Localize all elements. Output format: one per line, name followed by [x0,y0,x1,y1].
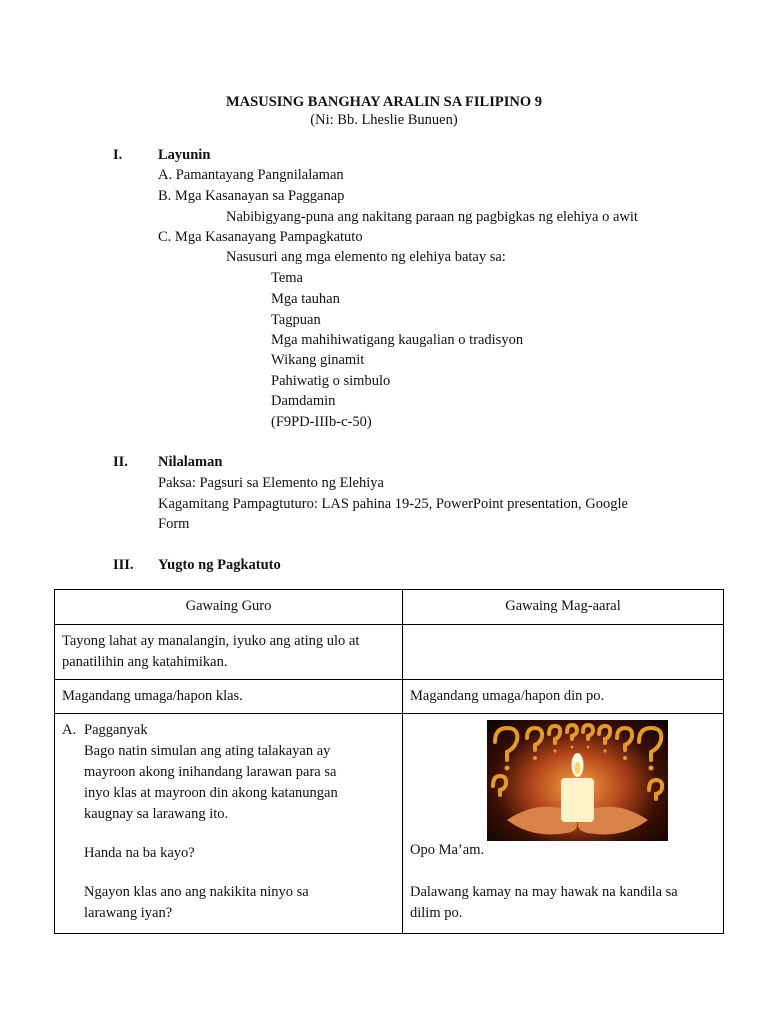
pagganyak-question-1: Handa na ba kayo? [84,845,195,861]
element-item: Damdamin [271,393,336,409]
section1-item-a: A. Pamantayang Pangnilalaman [158,167,344,183]
cell-prayer-line1: Tayong lahat ay manalangin, iyuko ang ating ulo at [62,633,360,649]
section1-item-c-text: Nasusuri ang mga elemento ng elehiya batay sa: [226,249,506,265]
pagganyak-question-2: Ngayon klas ano ang nakikita ninyo sa [84,884,309,900]
section2-paksa: Paksa: Pagsuri sa Elemento ng Elehiya [158,475,384,491]
section1-heading: Layunin [158,147,211,163]
lesson-table [54,589,724,934]
section2-heading: Nilalaman [158,454,223,470]
section2-numeral: II. [113,454,128,470]
section1-item-b-text: Nabibigyang-puna ang nakitang paraan ng pagbigkas ng elehiya o awit [226,209,638,225]
cell-greeting-response: Magandang umaga/hapon din po. [403,680,724,714]
competency-code: (F9PD-IIIb-c-50) [271,414,372,430]
pagganyak-line: mayroon akong inihandang larawan para sa [84,764,337,780]
section1-item-b: B. Mga Kasanayan sa Pagganap [158,188,345,204]
element-item: Tagpuan [271,312,321,328]
element-item: Wikang ginamit [271,352,365,368]
element-item: Pahiwatig o simbulo [271,373,391,389]
element-item: Tema [271,270,303,286]
cell-empty [403,625,724,680]
element-item: Mga tauhan [271,291,340,307]
section2-kagamitan: Kagamitang Pampagtuturo: LAS pahina 19-25, PowerPoint presentation, Google [158,496,628,512]
pagganyak-question-2-cont: larawang iyan? [84,905,173,921]
cell-greeting: Magandang umaga/hapon klas. [55,680,403,714]
cell-prayer [55,625,403,680]
document-author: (Ni: Bb. Lheslie Bunuen) [310,112,458,128]
cell-pagganyak-response [403,714,724,934]
cell-prayer-line2: panatilihin ang katahimikan. [62,654,228,670]
pagganyak-line: Bago natin simulan ang ating talakayan ay [84,743,331,759]
section3-heading: Yugto ng Pagkatuto [158,557,281,573]
element-item: Mga mahihiwatigang kaugalian o tradisyon [271,332,524,348]
section1-numeral: I. [113,147,123,163]
candle-hands-image [487,720,668,841]
pagganyak-heading: Pagganyak [84,722,148,738]
response-opo: Opo Ma’am. [410,842,485,858]
document-title: MASUSING BANGHAY ARALIN SA FILIPINO 9 [226,94,542,110]
section1-item-c: C. Mga Kasanayang Pampagkatuto [158,229,363,245]
response-description: Dalawang kamay na may hawak na kandila sa [410,884,678,900]
cell-pagganyak [55,714,403,934]
pagganyak-letter: A. [62,722,77,738]
section2-kagamitan-cont: Form [158,516,190,532]
section3-numeral: III. [113,557,134,573]
pagganyak-line: inyo klas at mayroon din akong katanungan [84,785,338,801]
response-description-cont: dilim po. [410,905,463,921]
pagganyak-line: kaugnay sa larawang ito. [84,806,229,822]
column-header-magaaral: Gawaing Mag-aaral [403,590,724,625]
column-header-guro: Gawaing Guro [55,590,403,625]
